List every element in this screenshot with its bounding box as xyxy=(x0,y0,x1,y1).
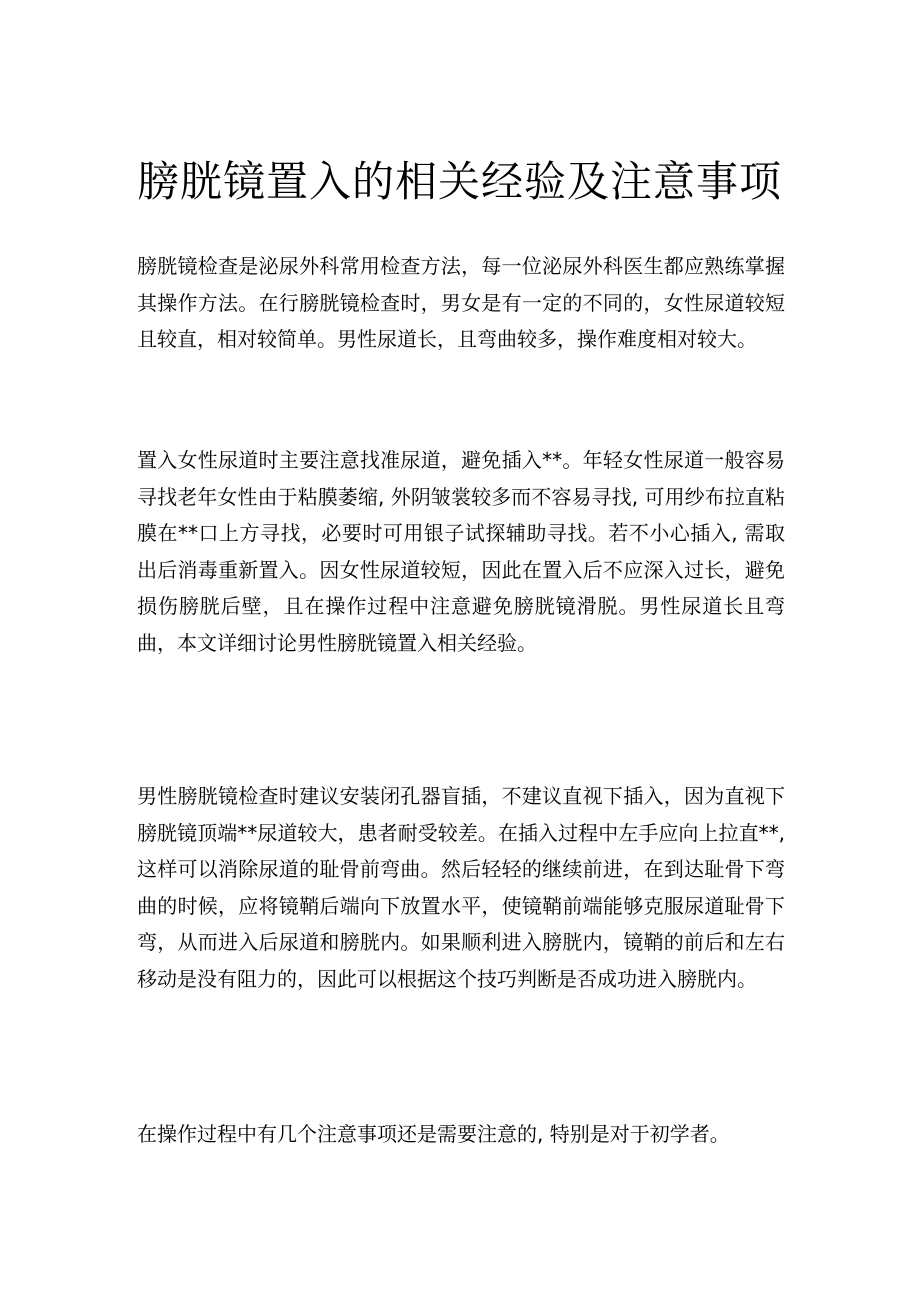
paragraph-precautions: 在操作过程中有几个注意事项还是需要注意的, 特别是对于初学者。 xyxy=(137,1122,730,1146)
page-title: 膀胱镜置入的相关经验及注意事项 xyxy=(137,157,783,206)
paragraph-intro: 膀胱镜检查是泌尿外科常用检查方法，每一位泌尿外科医生都应熟练掌握其操作方法。在行膀胱镜检查时，男女是有一定的不同的，女性尿道较短且较直，相对较简单。男性尿道长，且弯曲较多，操作难度相对较大。 xyxy=(137,254,785,351)
paragraph-male-insertion: 男性膀胱镜检查时建议安装闭孔器盲插，不建议直视下插入，因为直视下膀胱镜顶端**尿道较大，患者耐受较差。在插入过程中左手应向上拉直**, 这样可以消除尿道的耻骨前弯曲。然后轻轻的继续前进，在到达耻骨下弯曲的时候，应将镜鞘后端向下放置水平，使镜鞘前端能够克服尿道耻骨下弯，从而进入后尿道和膀胱内。如果顺利进入膀胱内，镜鞘的前后和左右移动是没有阻力的，因此可以根据这个技巧判断是否成功进入膀胱内。 xyxy=(137,784,785,991)
paragraph-female-insertion: 置入女性尿道时主要注意找准尿道，避免插入**。年轻女性尿道一般容易寻找老年女性由于粘膜萎缩, 外阴皱裳较多而不容易寻找, 可用纱布拉直粘膜在**口上方寻找，必要时可用银子试探辅助寻找。若不小心插入, 需取出后消毒重新置入。因女性尿道较短，因此在置入后不应深入过长，避免损伤膀胱后壁，且在操作过程中注意避免膀胱镜滑脱。男性尿道长且弯曲，本文详细讨论男性膀胱镜置入相关经验。 xyxy=(137,448,785,655)
